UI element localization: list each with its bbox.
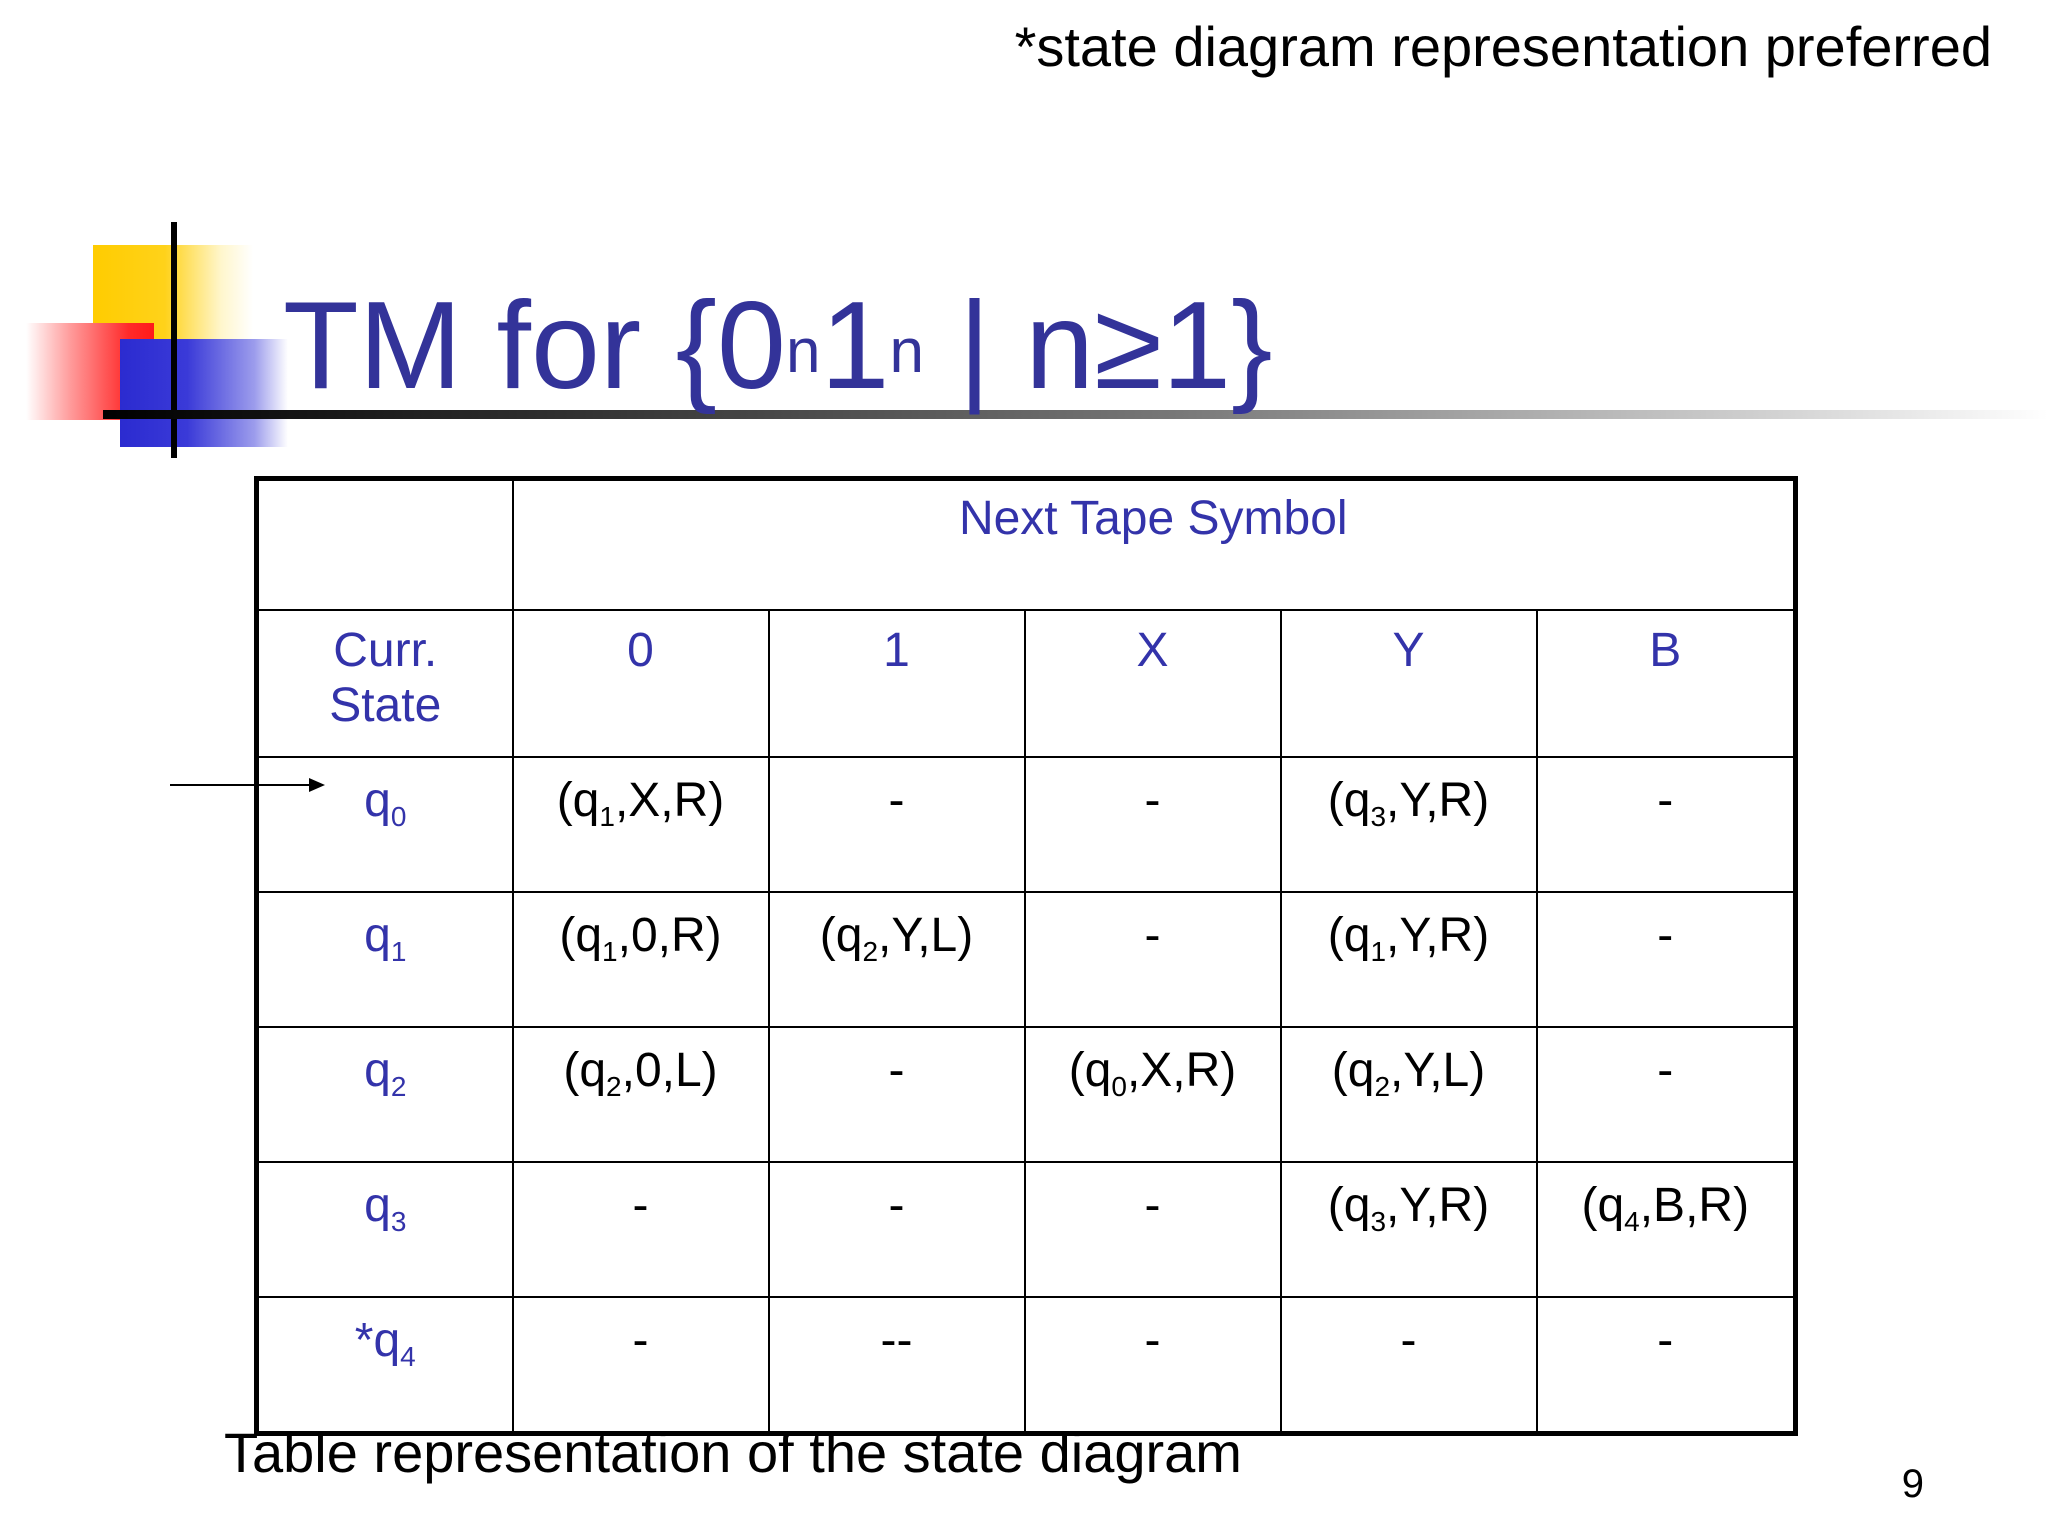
transition-cell bbox=[1281, 1162, 1537, 1297]
transition-cell bbox=[1281, 892, 1537, 1027]
symbol-header-row bbox=[257, 610, 1796, 757]
transition-pre: (q bbox=[1327, 774, 1371, 827]
transition-cell: - bbox=[769, 1027, 1025, 1162]
transition-subscript: 1 bbox=[599, 801, 615, 832]
transition-cell: - bbox=[1537, 757, 1796, 892]
transition-pre: (q bbox=[563, 1044, 607, 1097]
transition-cell: - bbox=[769, 757, 1025, 892]
transition-pre: (q bbox=[1068, 1044, 1112, 1097]
table-corner-cell bbox=[257, 479, 513, 611]
state-cell bbox=[257, 892, 513, 1027]
transition-cell: - bbox=[1537, 1297, 1796, 1434]
table-row bbox=[257, 1162, 1796, 1297]
transition-post: ,B,R) bbox=[1639, 1179, 1750, 1232]
transition-cell bbox=[1281, 1027, 1537, 1162]
state-subscript: 4 bbox=[400, 1341, 416, 1372]
transition-pre: (q bbox=[556, 774, 600, 827]
transition-cell bbox=[769, 892, 1025, 1027]
state-subscript: 0 bbox=[390, 801, 407, 832]
transition-post: ,X,R) bbox=[614, 774, 725, 827]
transition-subscript: 2 bbox=[862, 936, 879, 967]
state-cell bbox=[257, 1297, 513, 1434]
transition-subscript: 2 bbox=[606, 1071, 622, 1102]
transition-cell bbox=[1025, 1027, 1281, 1162]
state-base: q bbox=[364, 909, 391, 962]
transition-pre: (q bbox=[1327, 1179, 1371, 1232]
state-subscript: 2 bbox=[390, 1071, 407, 1102]
transition-cell: - bbox=[1025, 757, 1281, 892]
symbol-header: 1 bbox=[769, 610, 1025, 757]
table-header-row bbox=[257, 479, 1796, 611]
state-cell bbox=[257, 1162, 513, 1297]
current-state-header-line-1: Curr. bbox=[333, 624, 438, 677]
symbol-header: Y bbox=[1281, 610, 1537, 757]
transition-post: ,0,L) bbox=[621, 1044, 718, 1097]
transition-cell bbox=[1281, 757, 1537, 892]
table-row bbox=[257, 892, 1796, 1027]
transition-cell: - bbox=[1025, 1297, 1281, 1434]
state-prefix: * bbox=[354, 1314, 374, 1367]
table-row bbox=[257, 1027, 1796, 1162]
transition-cell: - bbox=[1537, 1027, 1796, 1162]
transition-pre: (q bbox=[819, 909, 863, 962]
transition-pre: (q bbox=[559, 909, 603, 962]
table-caption: Table representation of the state diagram bbox=[224, 1421, 1242, 1484]
transition-subscript: 1 bbox=[1370, 936, 1387, 967]
transition-cell: - bbox=[1537, 892, 1796, 1027]
transition-pre: (q bbox=[1331, 1044, 1375, 1097]
page-number: 9 bbox=[1901, 1462, 1924, 1506]
symbol-header: B bbox=[1537, 610, 1796, 757]
state-subscript: 1 bbox=[390, 936, 407, 967]
transition-subscript: 2 bbox=[1374, 1071, 1391, 1102]
table-row bbox=[257, 757, 1796, 892]
state-base: q bbox=[364, 1044, 391, 1097]
title-exponent-2: n bbox=[889, 317, 924, 386]
next-symbol-header: Next Tape Symbol bbox=[513, 479, 1796, 611]
transition-cell: - bbox=[769, 1162, 1025, 1297]
transition-pre: (q bbox=[1581, 1179, 1625, 1232]
state-base: q bbox=[364, 1179, 391, 1232]
title-middle: 1 bbox=[820, 277, 890, 415]
transition-cell bbox=[513, 757, 769, 892]
transition-cell bbox=[1537, 1162, 1796, 1297]
transition-cell bbox=[513, 1027, 769, 1162]
transition-subscript: 1 bbox=[602, 936, 618, 967]
transition-table bbox=[254, 476, 1798, 1436]
transition-subscript: 3 bbox=[1370, 801, 1387, 832]
transition-cell: - bbox=[1025, 1162, 1281, 1297]
transition-post: ,0,R) bbox=[617, 909, 722, 962]
transition-cell: -- bbox=[769, 1297, 1025, 1434]
preference-note: *state diagram representation preferred bbox=[1014, 15, 1992, 78]
state-subscript: 3 bbox=[390, 1206, 407, 1237]
state-base: q bbox=[373, 1314, 401, 1367]
state-base: q bbox=[364, 774, 391, 827]
transition-cell: - bbox=[513, 1297, 769, 1434]
symbol-header: 0 bbox=[513, 610, 769, 757]
title-exponent-1: n bbox=[786, 317, 821, 386]
transition-subscript: 4 bbox=[1624, 1206, 1640, 1237]
transition-cell: - bbox=[1025, 892, 1281, 1027]
current-state-header-line-2: State bbox=[329, 679, 442, 732]
state-cell bbox=[257, 757, 513, 892]
transition-post: ,X,R) bbox=[1126, 1044, 1237, 1097]
current-state-header bbox=[257, 610, 513, 757]
transition-post: ,Y,L) bbox=[1390, 1044, 1486, 1097]
transition-post: ,Y,R) bbox=[1386, 774, 1490, 827]
decorative-blue-square bbox=[120, 339, 288, 447]
title-suffix: | n≥1} bbox=[923, 277, 1273, 415]
symbol-header: X bbox=[1025, 610, 1281, 757]
transition-cell: - bbox=[513, 1162, 769, 1297]
transition-post: ,Y,R) bbox=[1386, 909, 1490, 962]
transition-subscript: 3 bbox=[1370, 1206, 1387, 1237]
transition-post: ,Y,R) bbox=[1386, 1179, 1490, 1232]
transition-subscript: 0 bbox=[1111, 1071, 1127, 1102]
title-prefix: TM for {0 bbox=[283, 277, 787, 415]
transition-pre: (q bbox=[1327, 909, 1371, 962]
decorative-vertical-line bbox=[171, 222, 177, 458]
slide-title bbox=[283, 276, 1272, 416]
state-cell bbox=[257, 1027, 513, 1162]
transition-cell bbox=[513, 892, 769, 1027]
transition-cell: - bbox=[1281, 1297, 1537, 1434]
table-row bbox=[257, 1297, 1796, 1434]
transition-post: ,Y,L) bbox=[878, 909, 974, 962]
